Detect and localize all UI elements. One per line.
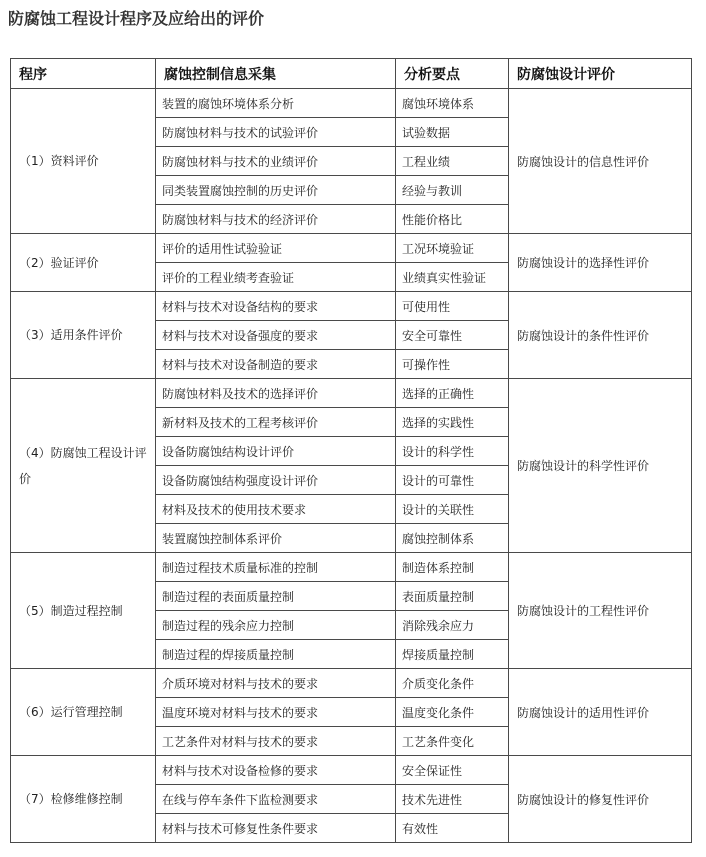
analysis-point-cell: 性能价格比 <box>396 205 509 234</box>
procedure-cell: （4）防腐蚀工程设计评价 <box>11 379 156 553</box>
analysis-point-cell: 表面质量控制 <box>396 582 509 611</box>
procedure-cell: （5）制造过程控制 <box>11 553 156 669</box>
info-cell: 设备防腐蚀结构强度设计评价 <box>156 466 396 495</box>
info-cell: 制造过程技术质量标准的控制 <box>156 553 396 582</box>
header-design-evaluation: 防腐蚀设计评价 <box>509 59 692 89</box>
analysis-point-cell: 技术先进性 <box>396 785 509 814</box>
info-cell: 制造过程的表面质量控制 <box>156 582 396 611</box>
table-row <box>11 379 692 408</box>
info-cell: 评价的适用性试验验证 <box>156 234 396 263</box>
evaluation-cell: 防腐蚀设计的选择性评价 <box>509 234 692 292</box>
analysis-point-cell: 业绩真实性验证 <box>396 263 509 292</box>
info-cell: 设备防腐蚀结构设计评价 <box>156 437 396 466</box>
analysis-point-cell: 选择的实践性 <box>396 408 509 437</box>
info-cell: 温度环境对材料与技术的要求 <box>156 698 396 727</box>
analysis-point-cell: 制造体系控制 <box>396 553 509 582</box>
info-cell: 材料与技术对设备结构的要求 <box>156 292 396 321</box>
header-analysis-points: 分析要点 <box>396 59 509 89</box>
info-cell: 材料与技术对设备检修的要求 <box>156 756 396 785</box>
analysis-point-cell: 焊接质量控制 <box>396 640 509 669</box>
info-cell: 防腐蚀材料与技术的试验评价 <box>156 118 396 147</box>
procedure-cell: （3）适用条件评价 <box>11 292 156 379</box>
info-cell: 材料与技术对设备制造的要求 <box>156 350 396 379</box>
info-cell: 防腐蚀材料与技术的经济评价 <box>156 205 396 234</box>
info-cell: 装置的腐蚀环境体系分析 <box>156 89 396 118</box>
analysis-point-cell: 安全可靠性 <box>396 321 509 350</box>
table-body <box>11 89 692 843</box>
analysis-point-cell: 设计的关联性 <box>396 495 509 524</box>
info-cell: 介质环境对材料与技术的要求 <box>156 669 396 698</box>
evaluation-cell: 防腐蚀设计的科学性评价 <box>509 379 692 553</box>
info-cell: 材料及技术的使用技术要求 <box>156 495 396 524</box>
procedure-cell: （2）验证评价 <box>11 234 156 292</box>
evaluation-cell: 防腐蚀设计的修复性评价 <box>509 756 692 843</box>
evaluation-cell: 防腐蚀设计的工程性评价 <box>509 553 692 669</box>
analysis-point-cell: 设计的科学性 <box>396 437 509 466</box>
analysis-point-cell: 工艺条件变化 <box>396 727 509 756</box>
info-cell: 工艺条件对材料与技术的要求 <box>156 727 396 756</box>
analysis-point-cell: 安全保证性 <box>396 756 509 785</box>
analysis-point-cell: 经验与教训 <box>396 176 509 205</box>
design-evaluation-table <box>10 58 692 843</box>
analysis-point-cell: 可使用性 <box>396 292 509 321</box>
page-title: 防腐蚀工程设计程序及应给出的评价 <box>8 9 265 28</box>
info-cell: 新材料及技术的工程考核评价 <box>156 408 396 437</box>
info-cell: 在线与停车条件下监检测要求 <box>156 785 396 814</box>
header-procedure: 程序 <box>11 59 156 89</box>
info-cell: 防腐蚀材料与技术的业绩评价 <box>156 147 396 176</box>
table-row <box>11 292 692 321</box>
info-cell: 材料与技术可修复性条件要求 <box>156 814 396 843</box>
analysis-point-cell: 选择的正确性 <box>396 379 509 408</box>
table-row <box>11 669 692 698</box>
info-cell: 制造过程的焊接质量控制 <box>156 640 396 669</box>
procedure-cell: （1）资料评价 <box>11 89 156 234</box>
table-header-row <box>11 59 692 89</box>
table-row <box>11 553 692 582</box>
analysis-point-cell: 试验数据 <box>396 118 509 147</box>
info-cell: 防腐蚀材料及技术的选择评价 <box>156 379 396 408</box>
analysis-point-cell: 腐蚀环境体系 <box>396 89 509 118</box>
info-cell: 制造过程的残余应力控制 <box>156 611 396 640</box>
procedure-cell: （6）运行管理控制 <box>11 669 156 756</box>
info-cell: 材料与技术对设备强度的要求 <box>156 321 396 350</box>
procedure-cell: （7）检修维修控制 <box>11 756 156 843</box>
header-info-collection: 腐蚀控制信息采集 <box>156 59 396 89</box>
evaluation-cell: 防腐蚀设计的适用性评价 <box>509 669 692 756</box>
analysis-point-cell: 温度变化条件 <box>396 698 509 727</box>
table-row <box>11 89 692 118</box>
analysis-point-cell: 工程业绩 <box>396 147 509 176</box>
evaluation-cell: 防腐蚀设计的信息性评价 <box>509 89 692 234</box>
analysis-point-cell: 可操作性 <box>396 350 509 379</box>
table-row <box>11 756 692 785</box>
table-row <box>11 234 692 263</box>
analysis-point-cell: 设计的可靠性 <box>396 466 509 495</box>
analysis-point-cell: 介质变化条件 <box>396 669 509 698</box>
evaluation-cell: 防腐蚀设计的条件性评价 <box>509 292 692 379</box>
analysis-point-cell: 消除残余应力 <box>396 611 509 640</box>
info-cell: 同类装置腐蚀控制的历史评价 <box>156 176 396 205</box>
info-cell: 装置腐蚀控制体系评价 <box>156 524 396 553</box>
analysis-point-cell: 有效性 <box>396 814 509 843</box>
info-cell: 评价的工程业绩考查验证 <box>156 263 396 292</box>
analysis-point-cell: 工况环境验证 <box>396 234 509 263</box>
analysis-point-cell: 腐蚀控制体系 <box>396 524 509 553</box>
